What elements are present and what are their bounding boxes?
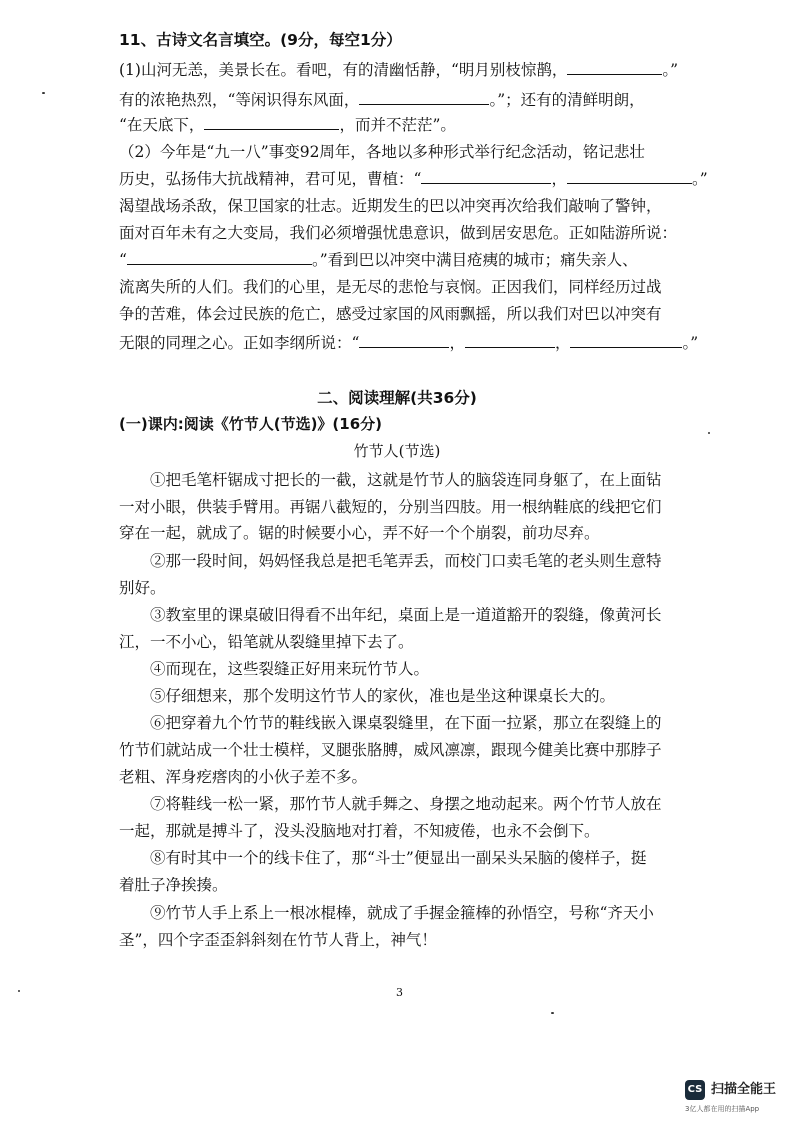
section-title: 二、阅读理解(共36分): [317, 389, 477, 407]
answer-blank-4[interactable]: [421, 168, 551, 184]
answer-blank-2[interactable]: [359, 89, 489, 105]
q11-p2-line8-sep2: ，: [554, 334, 571, 352]
passage-title: 竹节人(节选): [353, 442, 441, 460]
scan-speck: [18, 990, 20, 992]
q11-p2-line5-open: “: [119, 251, 127, 269]
q11-p1-line2-text: 有的浓艳热烈，“等闲识得东风面，: [119, 91, 360, 109]
q11-p2-line6: 流离失所的人们。我们的心里，是无尽的悲怆与哀悯。正因我们，同样经历过战: [119, 278, 662, 296]
watermark-name: 扫描全能王: [711, 1082, 777, 1097]
q11-p1-line1-end: 。”: [662, 61, 679, 79]
q11-p1-line1-text: (1)山河无恙，美景长在。看吧，有的清幽恬静，“明月别枝惊鹊，: [119, 61, 568, 79]
answer-blank-7[interactable]: [359, 332, 449, 348]
passage-line: 老粗、浑身疙瘩肉的小伙子差不多。: [119, 768, 368, 786]
q11-p1-line1: [119, 59, 678, 81]
answer-blank-5[interactable]: [567, 168, 692, 184]
q11-p2-line8: [119, 332, 698, 354]
q11-p2-line3: 渴望战场杀敌，保卫国家的壮志。近期发生的巴以冲突再次给我们敲响了警钟，: [119, 197, 662, 215]
answer-blank-6[interactable]: [127, 249, 312, 265]
passage-line: ②那一段时间，妈妈怪我总是把毛笔弄丢，而校门口卖毛笔的老头则生意特: [150, 552, 662, 570]
passage-line: ③教室里的课桌破旧得看不出年纪，桌面上是一道道豁开的裂缝，像黄河长: [150, 606, 662, 624]
passage-line: ⑧有时其中一个的线卡住了，那“斗士”便显出一副呆头呆脑的傻样子，挺: [150, 849, 647, 867]
passage-line: 穿在一起，就成了。锯的时候要小心，弄不好一个个崩裂，前功尽弃。: [119, 524, 600, 542]
passage-line: 圣”，四个字歪歪斜斜刻在竹节人背上，神气！: [119, 931, 437, 949]
q11-p2-line2-text: 历史，弘扬伟大抗战精神，君可见，曹植：“: [119, 170, 422, 188]
question-11-title: 11、古诗文名言填空。(9分，每空1分）: [119, 31, 402, 49]
passage-line: 一起，那就是搏斗了，没头没脑地对打着，不知疲倦，也永不会倒下。: [119, 822, 600, 840]
answer-blank-9[interactable]: [570, 332, 682, 348]
passage-line: 别好。: [119, 579, 166, 597]
q11-p2-line1: （2）今年是“九一八”事变92周年，各地以多种形式举行纪念活动，铭记悲壮: [119, 143, 645, 161]
passage-line: ④而现在，这些裂缝正好用来玩竹节人。: [150, 660, 430, 678]
subsection-title: (一)课内:阅读《竹节人(节选)》(16分): [119, 415, 383, 433]
watermark-tagline: 3亿人都在用的扫描App: [685, 1105, 760, 1113]
q11-p2-line8-text: 无限的同理之心。正如李纲所说：“: [119, 334, 360, 352]
passage-line: 江，一不小心，铅笔就从裂缝里掉下去了。: [119, 633, 414, 651]
passage-line: ⑥把穿着九个竹节的鞋线嵌入课桌裂缝里，在下面一拉紧，那立在裂缝上的: [150, 714, 662, 732]
scan-speck: [551, 1012, 554, 1014]
q11-p1-line3-text: “在天底下，: [119, 116, 205, 134]
scanner-watermark: [685, 1080, 785, 1114]
answer-blank-1[interactable]: [567, 59, 662, 75]
q11-p2-line2: [119, 168, 708, 190]
q11-p2-line2-end: 。”: [691, 170, 708, 188]
passage-line: 一对小眼，供装手臂用。再锯八截短的，分别当四肢。用一根纳鞋底的线把它们: [119, 498, 662, 516]
q11-p2-line5: [119, 249, 638, 271]
scan-speck: [42, 92, 45, 94]
passage-line: 竹节们就站成一个壮士模样，叉腿张胳膊，威风凛凛，跟现今健美比赛中那脖子: [119, 741, 662, 759]
q11-p2-line8-sep1: ，: [449, 334, 465, 352]
answer-blank-8[interactable]: [465, 332, 555, 348]
q11-p2-line5-text: 。”看到巴以冲突中满目疮痍的城市；痛失亲人、: [311, 251, 638, 269]
q11-p1-line2: [119, 89, 645, 111]
passage-line: ⑤仔细想来，那个发明这竹节人的家伙，准也是坐这种课桌长大的。: [150, 687, 616, 705]
q11-p1-line3: [119, 114, 456, 136]
q11-p2-line7: 争的苦难，体会过民族的危亡，感受过家国的风雨飘摇，所以我们对巴以冲突有: [119, 305, 662, 323]
q11-p2-line8-end: 。”: [682, 334, 699, 352]
passage-line: 着肚子净挨揍。: [119, 876, 228, 894]
passage-line: ①把毛笔杆锯成寸把长的一截，这就是竹节人的脑袋连同身躯了，在上面钻: [150, 471, 662, 489]
q11-p2-line2-sep: ，: [551, 170, 567, 188]
passage-line: ⑨竹节人手上系上一根冰棍棒，就成了手握金箍棒的孙悟空，号称“齐天小: [150, 904, 654, 922]
q11-p1-line2-end: 。”；还有的清鲜明朗，: [489, 91, 645, 109]
q11-p2-line4: 面对百年未有之大变局，我们必须增强忧患意识，做到居安思危。正如陆游所说：: [119, 224, 678, 242]
page-number: 3: [396, 986, 403, 999]
camscanner-logo-icon: CS: [685, 1080, 705, 1100]
answer-blank-3[interactable]: [204, 114, 339, 130]
q11-p1-line3-end: ，而并不茫茫”。: [339, 116, 456, 134]
scan-speck: [708, 432, 710, 434]
passage-line: ⑦将鞋线一松一紧，那竹节人就手舞之、身摆之地动起来。两个竹节人放在: [150, 795, 662, 813]
